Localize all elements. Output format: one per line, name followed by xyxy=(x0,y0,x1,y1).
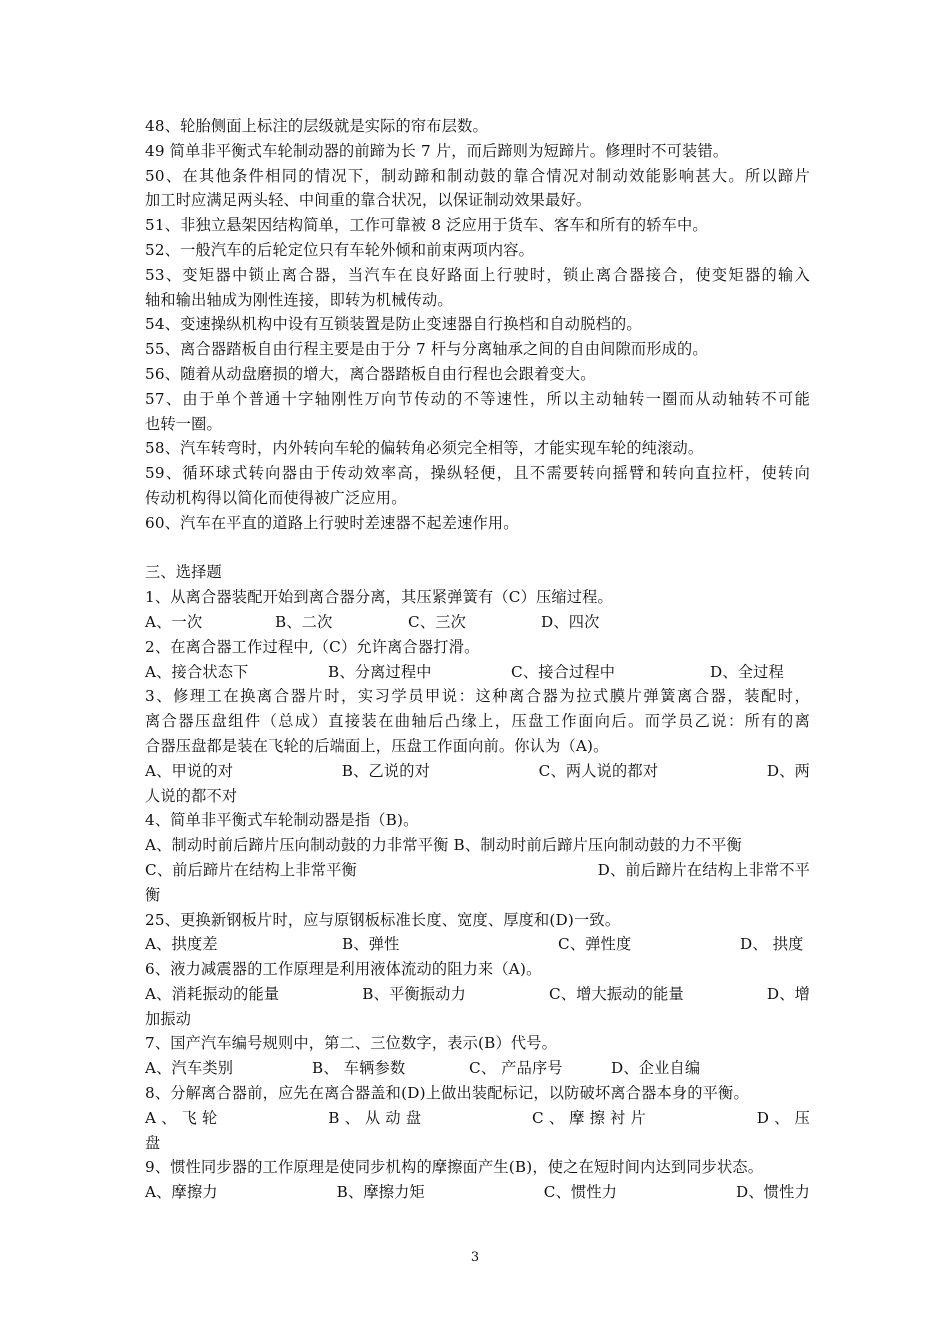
judgment-item-58: 58、汽车转弯时，内外转向车轮的偏转角必须完全相等，才能实现车轮的纯滚动。 xyxy=(145,439,704,458)
question-6-options-wrap: 加振动 xyxy=(145,1009,192,1028)
question-8-option-a: A 、 飞 轮 xyxy=(145,1108,218,1127)
question-8-options-wrap: 盘 xyxy=(145,1133,161,1152)
judgment-item-53-line2: 轴和输出轴成为刚性连接，即转为机械传动。 xyxy=(145,290,453,309)
question-6-option-c: C、增大振动的能量 xyxy=(548,984,684,1003)
question-7-option-c: C、 产品序号 xyxy=(469,1059,563,1078)
question-4-options-wrap: 衡 xyxy=(145,885,161,904)
question-2-option-b: B、分离过程中 xyxy=(328,662,432,681)
question-1-option-d: D、四次 xyxy=(541,612,600,631)
judgment-item-49: 49 简单非平衡式车轮制动器的前蹄为长 7 片，而后蹄则为短蹄片。修理时不可装错。 xyxy=(145,141,729,160)
question-2-option-c: C、接合过程中 xyxy=(511,662,616,681)
question-25-option-b: B、弹性 xyxy=(342,935,400,954)
judgment-item-50-line1: 50、在其他条件相同的情况下，制动蹄和制动鼓的靠合情况对制动效能影响甚大。所以蹄片 xyxy=(145,166,810,185)
question-6-option-d: D、增 xyxy=(766,984,810,1003)
question-7-options xyxy=(145,1056,810,1081)
question-6-option-b: B、平衡振动力 xyxy=(362,984,466,1003)
question-6-option-a: A、消耗振动的能量 xyxy=(145,984,280,1003)
question-25-option-c: C、弹性度 xyxy=(558,935,632,954)
question-2-stem: 2、在离合器工作过程中,（C）允许离合器打滑。 xyxy=(145,637,480,656)
section-title: 三、选择题 xyxy=(145,563,222,582)
question-3-stem-line3: 合器压盘都是装在飞轮的后端面上，压盘工作面向前。你认为（A)。 xyxy=(145,736,609,755)
question-8-stem: 8、分解离合器前，应先在离合器盖和(D)上做出装配标记，以防破坏离合器本身的平衡。 xyxy=(145,1084,749,1103)
question-7-option-d: D、企业自编 xyxy=(611,1059,701,1078)
question-8-option-b: B 、 从 动 盘 xyxy=(328,1108,422,1127)
question-1-option-b: B、二次 xyxy=(275,612,333,631)
question-3-options xyxy=(145,759,810,784)
judgment-item-59-line1: 59、循环球式转向器由于传动效率高，操纵轻便，且不需要转向摇臂和转向直拉杆，使转向 xyxy=(145,464,810,483)
question-3-stem-line1: 3、修理工在换离合器片时，实习学员甲说：这种离合器为拉式膜片弹簧离合器，装配时， xyxy=(145,687,810,706)
question-25-option-a: A、拱度差 xyxy=(145,935,218,954)
question-2-options xyxy=(145,660,810,685)
judgment-item-56: 56、随着从动盘磨损的增大，离合器踏板自由行程也会跟着变大。 xyxy=(145,364,596,383)
judgment-item-57-line2: 也转一圈。 xyxy=(145,414,222,433)
question-8-options xyxy=(145,1106,810,1131)
judgment-item-48: 48、轮胎侧面上标注的层级就是实际的帘布层数。 xyxy=(145,117,488,135)
question-6-stem: 6、液力减震器的工作原理是利用液体流动的阻力来（A)。 xyxy=(145,960,542,979)
question-1-option-a: A、一次 xyxy=(145,612,203,631)
question-2-option-d: D、全过程 xyxy=(710,662,784,681)
judgment-item-51: 51、非独立悬架因结构简单，工作可靠被 8 泛应用于货车、客车和所有的轿车中。 xyxy=(145,216,708,235)
section-spacer xyxy=(145,536,810,561)
judgment-item-52: 52、一般汽车的后轮定位只有车轮外倾和前束两项内容。 xyxy=(145,240,535,259)
judgment-item-53-line1: 53、变矩器中锁止离合器，当汽车在良好路面上行驶时，锁止离合器接合，使变矩器的输入 xyxy=(145,265,810,284)
question-25-options xyxy=(145,932,810,957)
question-2-option-a: A、接合状态下 xyxy=(145,662,249,681)
question-7-option-b: B、 车辆参数 xyxy=(312,1059,406,1078)
question-3-option-a: A、甲说的对 xyxy=(145,761,234,780)
judgment-item-54: 54、变速操纵机构中设有互锁装置是防止变速器自行换档和自动脱档的。 xyxy=(145,315,642,334)
question-3-option-c: C、两人说的都对 xyxy=(538,761,659,780)
question-1-stem: 1、从离合器装配开始到离合器分离，其压紧弹簧有（C）压缩过程。 xyxy=(145,588,613,607)
question-4-stem: 4、简单非平衡式车轮制动器是指（B)。 xyxy=(145,811,419,830)
judgment-item-57-line1: 57、由于单个普通十字轴刚性万向节传动的不等速性，所以主动轴转一圈而从动轴转不可能 xyxy=(145,389,810,408)
question-4-option-c: C、前后蹄片在结构上非常平衡 xyxy=(145,860,357,879)
question-9-options xyxy=(145,1180,810,1205)
question-3-options-wrap: 人说的都不对 xyxy=(145,786,238,805)
question-4-options-line2 xyxy=(145,858,810,883)
judgment-item-60: 60、汽车在平直的道路上行驶时差速器不起差速作用。 xyxy=(145,513,519,532)
question-1-option-c: C、三次 xyxy=(408,612,466,631)
question-9-option-d: D、惯性力 xyxy=(736,1183,810,1202)
question-25-stem: 25、更换新钢板片时，应与原钢板标准长度、宽度、厚度和(D)一致。 xyxy=(145,910,621,929)
question-8-option-d: D 、 压 xyxy=(756,1108,810,1127)
judgment-item-59-line2: 传动机构得以简化而使得被广泛应用。 xyxy=(145,488,407,507)
question-9-option-c: C、惯性力 xyxy=(543,1183,618,1202)
question-9-option-a: A、摩擦力 xyxy=(145,1183,218,1202)
question-3-stem-line2: 离合器压盘组件（总成）直接装在曲轴后凸缘上，压盘工作面向后。而学员乙说：所有的离 xyxy=(145,712,810,731)
question-7-option-a: A、汽车类别 xyxy=(145,1059,234,1078)
document-body xyxy=(145,114,810,1205)
question-7-stem: 7、国产汽车编号规则中，第二、三位数字，表示(B）代号。 xyxy=(145,1034,558,1053)
question-3-option-b: B、乙说的对 xyxy=(341,761,431,780)
question-4-options-line1: A、制动时前后蹄片压向制动鼓的力非常平衡 B、制动时前后蹄片压向制动鼓的力不平衡 xyxy=(145,836,742,855)
page-number: 3 xyxy=(470,1250,480,1265)
question-25-option-d: D、 拱度 xyxy=(740,935,804,954)
question-4-option-d: D、前后蹄片在结构上非常不平 xyxy=(597,860,810,879)
question-1-options xyxy=(145,610,810,635)
question-9-stem: 9、惯性同步器的工作原理是使同步机构的摩擦面产生(B)，使之在短时间内达到同步状态。 xyxy=(145,1158,764,1177)
question-9-option-b: B、摩擦力矩 xyxy=(336,1183,425,1202)
question-3-option-d: D、两 xyxy=(766,761,810,780)
question-6-options xyxy=(145,982,810,1007)
question-8-option-c: C 、 摩 擦 衬 片 xyxy=(532,1108,646,1127)
judgment-item-55: 55、离合器踏板自由行程主要是由于分 7 杆与分离轴承之间的自由间隙而形成的。 xyxy=(145,340,708,359)
judgment-item-50-line2: 加工时应满足两头轻、中间重的靠合状况，以保证制动效果最好。 xyxy=(145,191,592,210)
